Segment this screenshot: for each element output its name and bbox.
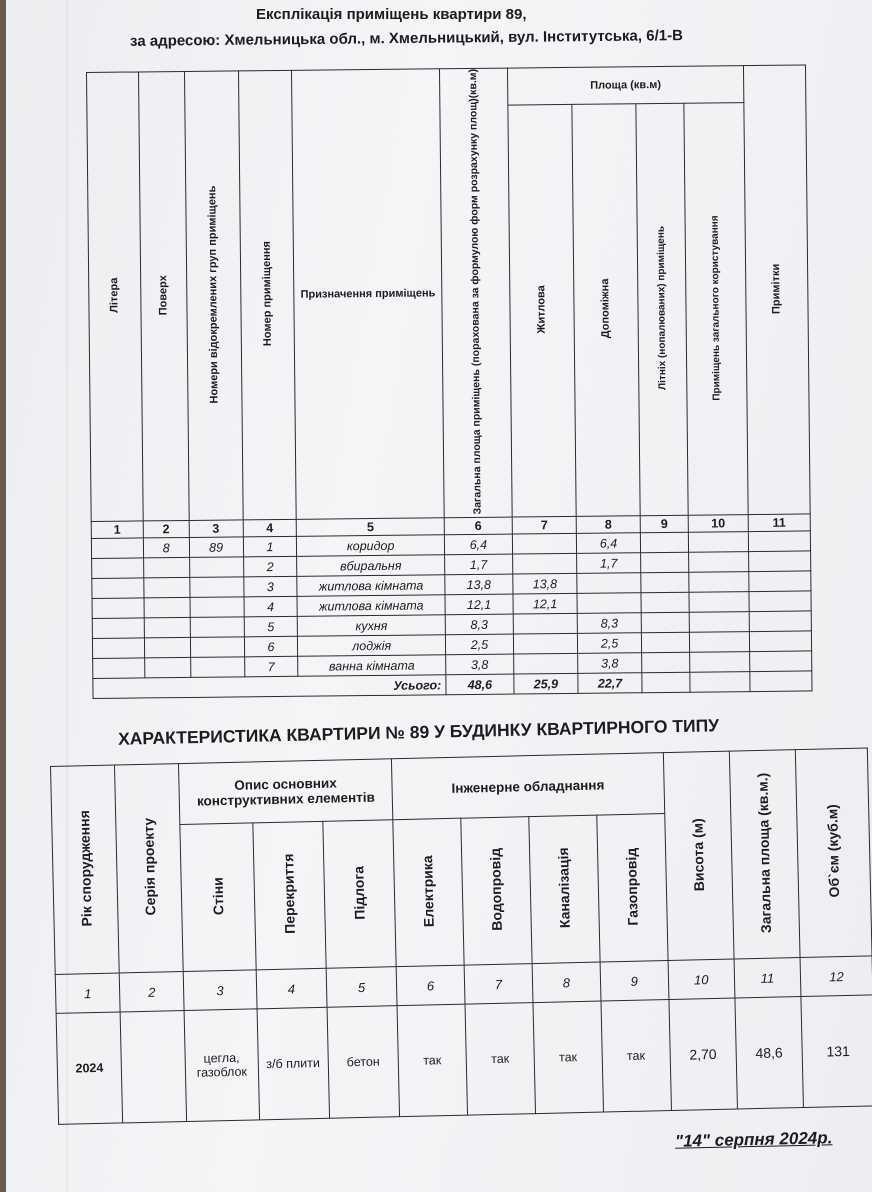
room-floor-cell	[144, 618, 190, 638]
col-num: 4	[243, 520, 297, 538]
room-total-cell: 12,1	[445, 595, 513, 616]
value-ceilings: з/б плити	[257, 1007, 330, 1120]
col-num: 7	[464, 964, 533, 1005]
room-living-cell	[513, 554, 577, 575]
room-group-cell	[190, 617, 244, 638]
values-row	[56, 995, 872, 1125]
value-series	[120, 1011, 186, 1123]
header-notes: Примітки	[743, 65, 810, 515]
col-num: 3	[183, 970, 256, 1011]
room-room-cell: 4	[244, 597, 298, 618]
room-room-cell: 7	[244, 657, 298, 678]
room-litera-cell	[92, 598, 144, 619]
header-total-area: Загальна площа (кв.м.)	[729, 750, 800, 959]
room-living-cell: 12,1	[513, 594, 577, 615]
header-ceilings: Перекриття	[252, 821, 326, 970]
room-floor-cell	[144, 638, 190, 658]
col-num: 4	[256, 968, 327, 1009]
room-living-cell	[512, 534, 576, 555]
value-walls: цегла, газоблок	[184, 1009, 259, 1122]
total-notes	[750, 671, 812, 692]
total-label: Усього:	[93, 675, 446, 699]
room-living-cell	[513, 634, 577, 655]
col-num: 2	[143, 521, 189, 538]
room-empty-cell	[641, 613, 689, 633]
room-aux-cell: 3,8	[578, 653, 642, 674]
header-sewage: Каналізація	[529, 815, 600, 964]
room-room-cell: 3	[243, 577, 297, 598]
room-aux-cell: 1,7	[577, 553, 641, 574]
col-num: 8	[576, 516, 640, 534]
header-summer: Літніх (нопалюваних) приміщень	[636, 103, 688, 516]
document-sheet	[6, 0, 872, 1192]
header-total-area: Загальна площа приміщень (порахована за формулою форм розрахунку площ)(кв.м)	[439, 68, 512, 518]
room-living-cell: 13,8	[513, 574, 577, 595]
room-litera-cell	[93, 658, 145, 679]
room-purpose-cell: лоджія	[298, 635, 446, 657]
room-empty-cell	[749, 611, 811, 632]
header-purpose: Призначення приміщень	[292, 69, 444, 520]
header-floor: Поверх	[138, 71, 188, 521]
header-volume: Об`єм (куб.м)	[795, 748, 872, 958]
room-room-cell: 2	[243, 557, 297, 578]
header-gas: Газопровід	[597, 814, 668, 963]
room-group-cell	[190, 637, 244, 658]
total-living: 25,9	[514, 674, 578, 695]
col-num: 2	[119, 972, 184, 1012]
room-purpose-cell: ванна кімната	[298, 655, 446, 677]
header-living: Житлова	[508, 104, 576, 517]
characteristic-title: ХАРАКТЕРИСТИКА КВАРТИРИ № 89 У БУДИНКУ КВАРТИРНОГО ТИПУ	[117, 715, 720, 749]
room-empty-cell	[690, 652, 750, 673]
room-living-cell	[514, 654, 578, 675]
room-litera-cell	[92, 618, 144, 639]
header-structural-elements: Опис основних конструктивних елементів	[179, 759, 393, 825]
col-num: 7	[512, 517, 576, 535]
explication-title: Експлікація приміщень квартири 89,	[256, 6, 527, 23]
header-water: Водопровід	[461, 817, 532, 966]
room-group-cell	[190, 597, 244, 618]
room-litera-cell	[92, 558, 144, 579]
characteristic-table	[50, 747, 872, 1124]
room-aux-cell	[577, 573, 641, 594]
header-group-numbers: Номери відокремлених груп приміщень	[184, 71, 243, 521]
room-room-cell: 1	[243, 537, 297, 558]
value-water: так	[465, 1003, 535, 1116]
room-group-cell	[190, 657, 244, 678]
room-litera-cell	[92, 578, 144, 599]
room-group-cell	[189, 557, 243, 578]
col-num: 10	[668, 959, 735, 999]
col-num: 11	[734, 958, 801, 998]
room-total-cell: 6,4	[444, 535, 512, 556]
room-group-cell: 89	[189, 537, 243, 558]
header-engineering: Інженерне обладнання	[391, 753, 664, 820]
value-electric: так	[397, 1004, 467, 1117]
room-empty-cell	[688, 532, 748, 553]
document-date: "14" серпня 2024р.	[674, 1128, 833, 1151]
room-empty-cell	[748, 551, 810, 572]
room-total-cell: 2,5	[445, 635, 513, 656]
col-num: 8	[532, 962, 601, 1003]
room-purpose-cell: кухня	[298, 615, 446, 637]
room-empty-cell	[640, 533, 688, 553]
room-purpose-cell: житлова кімната	[297, 575, 445, 597]
room-floor-cell	[143, 558, 189, 578]
room-empty-cell	[689, 612, 749, 633]
room-aux-cell: 2,5	[577, 633, 641, 654]
col-num: 6	[444, 518, 512, 536]
room-floor-cell	[145, 658, 191, 678]
room-group-cell	[189, 577, 243, 598]
header-room-number: Номер приміщення	[238, 70, 297, 520]
room-floor-cell	[144, 578, 190, 598]
col-num: 3	[189, 520, 243, 538]
col-num: 12	[800, 956, 872, 997]
room-room-cell: 6	[244, 637, 298, 658]
room-room-cell: 5	[244, 617, 298, 638]
header-walls: Стіни	[180, 823, 256, 972]
explication-address: за адресою: Хмельницька обл., м. Хмельницький, вул. Інститутська, 6/1-В	[129, 27, 683, 50]
room-aux-cell: 6,4	[576, 533, 640, 554]
header-year-built: Рік спорудження	[51, 765, 120, 974]
room-empty-cell	[750, 651, 812, 672]
room-litera-cell	[91, 538, 143, 559]
total-common	[690, 672, 750, 693]
value-sewage: так	[533, 1001, 603, 1114]
explication-table	[86, 64, 813, 699]
room-empty-cell	[641, 593, 689, 613]
header-electric: Електрика	[393, 818, 464, 967]
col-num: 5	[297, 518, 445, 537]
room-purpose-cell: коридор	[297, 535, 445, 557]
header-litera: Літера	[87, 72, 144, 522]
col-num: 5	[326, 967, 397, 1008]
room-total-cell: 3,8	[445, 655, 513, 676]
room-floor-cell	[144, 598, 190, 618]
header-auxiliary: Допоміжна	[572, 104, 640, 517]
room-empty-cell	[688, 552, 748, 573]
room-purpose-cell: житлова кімната	[297, 595, 445, 617]
header-height: Висота (м)	[663, 751, 734, 960]
room-litera-cell	[92, 638, 144, 659]
total-auxiliary: 22,7	[578, 673, 642, 694]
room-empty-cell	[689, 592, 749, 613]
value-gas: так	[601, 1000, 671, 1113]
room-purpose-cell: вбиральня	[297, 555, 445, 577]
room-aux-cell	[577, 593, 641, 614]
room-empty-cell	[749, 631, 811, 652]
room-empty-cell	[642, 633, 690, 653]
value-floor: бетон	[327, 1006, 400, 1119]
room-empty-cell	[642, 653, 690, 673]
col-num: 9	[600, 961, 669, 1002]
col-num: 11	[748, 514, 810, 532]
header-floor: Підлога	[323, 820, 396, 969]
col-num: 1	[91, 521, 143, 539]
header-project-series: Серія проекту	[115, 764, 184, 973]
header-common-use: Приміщень загального користування	[684, 103, 748, 516]
total-area: 48,6	[446, 675, 514, 696]
col-num: 6	[396, 965, 465, 1006]
room-empty-cell	[689, 632, 749, 653]
col-num: 1	[55, 973, 120, 1013]
room-empty-cell	[689, 572, 749, 593]
room-empty-cell	[749, 591, 811, 612]
room-total-cell: 13,8	[445, 575, 513, 596]
room-empty-cell	[748, 531, 810, 552]
value-year: 2024	[56, 1012, 123, 1124]
room-total-cell: 1,7	[444, 555, 512, 576]
room-living-cell	[513, 614, 577, 635]
header-area-group: Площа (кв.м)	[507, 66, 743, 105]
value-area: 48,6	[735, 997, 804, 1109]
room-empty-cell	[641, 553, 689, 573]
col-num: 10	[688, 515, 748, 533]
room-aux-cell: 8,3	[577, 613, 641, 634]
room-empty-cell	[749, 571, 811, 592]
room-total-cell: 8,3	[445, 615, 513, 636]
value-volume: 131	[801, 995, 872, 1108]
value-height: 2,70	[669, 998, 738, 1110]
room-empty-cell	[641, 573, 689, 593]
col-num: 9	[640, 516, 688, 533]
room-floor-cell: 8	[143, 538, 189, 558]
total-summer	[642, 673, 690, 693]
